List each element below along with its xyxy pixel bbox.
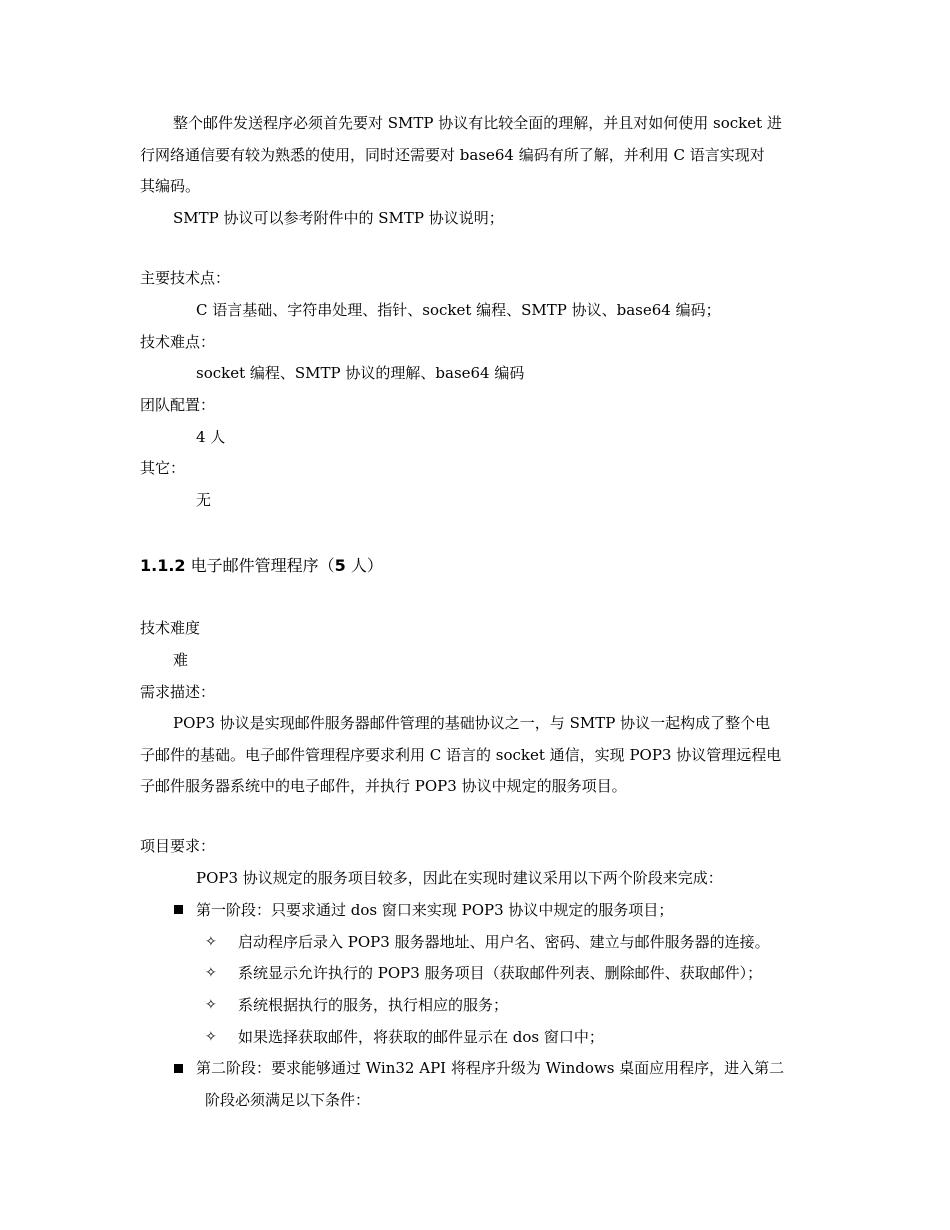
section-title-part1: 电子邮件管理程序（ xyxy=(185,556,335,575)
stage2-line-1: 第二阶段：要求能够通过 Win32 API 将程序升级为 Windows 桌面应用程序，进入第二 xyxy=(196,1059,785,1077)
tech-points-label: 主要技术点： xyxy=(140,269,231,287)
requirement-desc-line-2: 子邮件的基础。电子邮件管理程序要求利用 C 语言的 socket 通信，实现 POP3 协议管理远程电 xyxy=(140,746,782,764)
stage1-item-3: 系统根据执行的服务，执行相应的服务； xyxy=(238,996,509,1014)
requirement-desc-line-3: 子邮件服务器系统中的电子邮件，并执行 POP3 协议中规定的服务项目。 xyxy=(140,777,627,795)
stage1-item-4: 如果选择获取邮件，将获取的邮件显示在 dos 窗口中； xyxy=(238,1028,604,1046)
team-label: 团队配置： xyxy=(140,396,216,414)
stage1-item-2: 系统显示允许执行的 POP3 服务项目（获取邮件列表、删除邮件、获取邮件）； xyxy=(238,964,763,982)
section-heading xyxy=(140,556,383,576)
other-label: 其它： xyxy=(140,459,186,477)
black-square-bullet-icon xyxy=(174,905,183,914)
section-count: 5 xyxy=(334,556,346,575)
black-square-bullet-icon xyxy=(174,1064,183,1073)
other-value: 无 xyxy=(196,491,212,509)
diamond-bullet-icon: ✧ xyxy=(205,934,217,950)
stage2-line-2: 阶段必须满足以下条件： xyxy=(205,1091,371,1109)
diamond-bullet-icon: ✧ xyxy=(205,965,217,981)
intro-line-3: 其编码。 xyxy=(140,177,201,195)
stage1-text: 第一阶段：只要求通过 dos 窗口来实现 POP3 协议中规定的服务项目； xyxy=(196,901,674,919)
diamond-bullet-icon: ✧ xyxy=(205,997,217,1013)
tech-points-value: C 语言基础、字符串处理、指针、socket 编程、SMTP 协议、base64 编码； xyxy=(196,301,721,319)
team-value: 4 人 xyxy=(196,428,226,446)
intro-line-1: 整个邮件发送程序必须首先要对 SMTP 协议有比较全面的理解，并且对如何使用 socket 进 xyxy=(173,114,782,132)
section-number: 1.1.2 xyxy=(140,556,186,575)
stage1-item-1: 启动程序后录入 POP3 服务器地址、用户名、密码、建立与邮件服务器的连接。 xyxy=(238,933,770,951)
difficulties-label: 技术难点： xyxy=(140,333,216,351)
section-title-part2: 人） xyxy=(345,556,383,575)
project-req-label: 项目要求： xyxy=(140,837,216,855)
requirement-desc-label: 需求描述： xyxy=(140,683,216,701)
difficulty-value: 难 xyxy=(173,651,189,669)
project-req-intro: POP3 协议规定的服务项目较多，因此在实现时建议采用以下两个阶段来完成： xyxy=(196,869,723,887)
smtp-reference: SMTP 协议可以参考附件中的 SMTP 协议说明； xyxy=(173,209,504,227)
diamond-bullet-icon: ✧ xyxy=(205,1029,217,1045)
intro-line-2: 行网络通信要有较为熟悉的使用，同时还需要对 base64 编码有所了解，并利用 C 语言实现对 xyxy=(140,146,765,164)
difficulty-label: 技术难度 xyxy=(140,619,201,637)
difficulties-value: socket 编程、SMTP 协议的理解、base64 编码 xyxy=(196,364,525,382)
requirement-desc-line-1: POP3 协议是实现邮件服务器邮件管理的基础协议之一，与 SMTP 协议一起构成了整个电 xyxy=(173,714,771,732)
